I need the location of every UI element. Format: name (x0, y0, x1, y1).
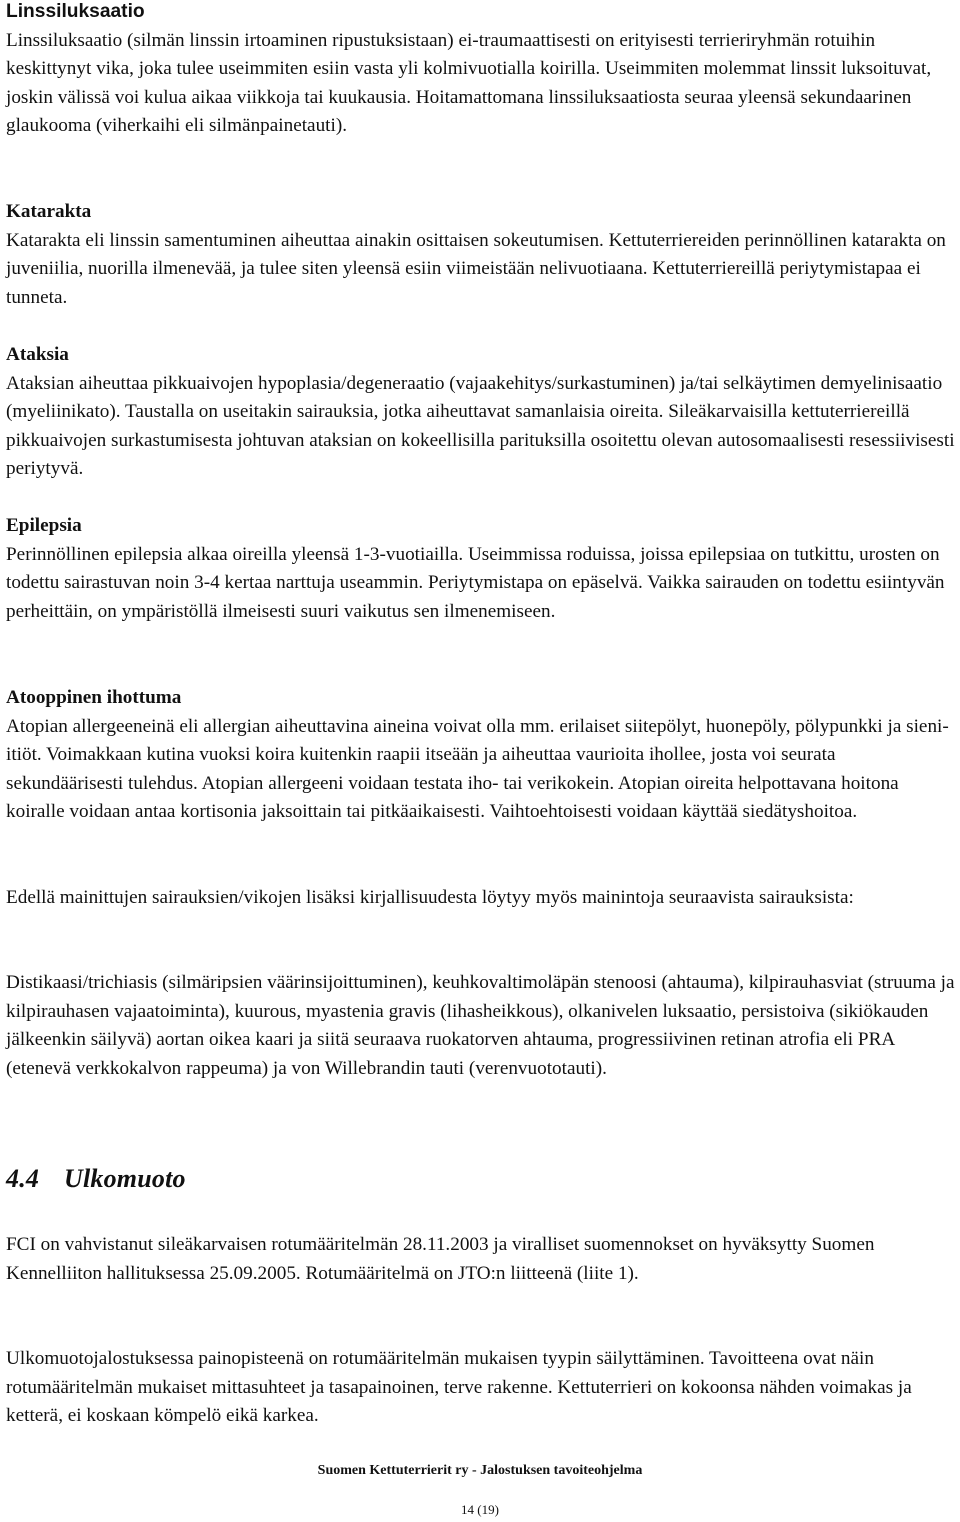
page-number: 14 (19) (461, 1502, 499, 1517)
section-paragraph: Ataksian aiheuttaa pikkuaivojen hypoplasia/degeneraatio (vajaakehitys/surkastuminen) ja/tai selkäytimen demyelinisaatio (myeliinikato). Taustalla on useitakin sairauksia, jotka aiheuttavat samanlaisia oireita. Sileäkarvaisilla kettuterriereillä pikkuaivojen surkastumisesta johtuvan ataksian on kokeellisilla parituksilla osoitettu olevan autosomaalisesti resessiivisesti periytyvä. (6, 372, 955, 480)
section-paragraph: Katarakta eli linssin samentuminen aiheuttaa ainakin osittaisen sokeutumisen. Kettuterriereiden perinnöllinen katarakta on juveniilia, nuorilla ilmenevää, ja tulee siten yleensä esiin viimeistään nelivuotiaana. Kettuterriereillä periytymistapaa ei tunneta. (6, 229, 946, 308)
footer-title: Suomen Kettuterrierit ry - Jalostuksen tavoiteohjelma (317, 1463, 643, 1478)
section-heading: Katarakta (6, 201, 92, 222)
section-paragraph: Atopian allergeeneinä eli allergian aiheuttavina aineina voivat olla mm. erilaiset siitepölyt, huonepöly, pölypunkki ja sieni-itiöt. Voimakkaan kutina vuoksi koira kuitenkin raapii itseään ja aiheuttaa vaurioita ihollee, josta voi seurata sekundäärisesti tulehdus. Atopian allergeeni voidaan testata iho- tai verikokein. Atopian oireita helpottavana hoitona koiralle voidaan antaa kortisonia jaksoittain tai pitkäaikaisesti. Vaihtoehtoisesti voidaan käyttää siedätyshoitoa. (6, 715, 949, 823)
chapter-title: Ulkomuoto (64, 1164, 186, 1193)
other-diseases-list: Distikaasi/trichiasis (silmäripsien väärinsijoittuminen), keuhkovaltimoläpän stenoosi (ahtauma), kilpirauhasviat (struuma ja kilpirauhasen vajaatoiminta), kuurous, myastenia gravis (lihasheikkous), olkanivelen luksaatio, persistoiva (sikiökauden jälkeenkin säilyvä) aortan oikea kaari ja siitä seuraava ruokatorven ahtauma, progressiivinen retinan atrofia eli PRA (etenevä verkkokalvon rappeuma) ja von Willebrandin tauti (verenvuototauti). (6, 972, 955, 1079)
chapter-paragraph: Ulkomuotojalostuksessa painopisteenä on rotumääritelmän mukaisen tyypin säilyttäminen. Tavoitteena ovat näin rotumääritelmän mukaiset mittasuhteet ja tasapainoinen, terve rakenne. Kettuterrieri on kokoonsa nähden voimakas ja ketterä, ei koskaan kömpelö eikä karkea. (6, 1348, 912, 1427)
other-diseases-intro: Edellä mainittujen sairauksien/vikojen lisäksi kirjallisuudesta löytyy myös mainintoja seuraavista sairauksista: (6, 887, 854, 908)
section-ataksia (6, 341, 956, 484)
chapter-heading (6, 1161, 956, 1197)
chapter-number: 4.4 (6, 1164, 40, 1193)
section-atooppinen-ihottuma (6, 684, 956, 827)
section-epilepsia (6, 512, 956, 626)
section-heading: Atooppinen ihottuma (6, 687, 182, 708)
section-heading: Ataksia (6, 344, 69, 365)
section-paragraph: Perinnöllinen epilepsia alkaa oireilla yleensä 1-3-vuotiailla. Useimmissa roduissa, joissa epilepsiaa on tutkittu, urosten on todettu sairastuvan noin 3-4 kertaa narttuja useammin. Periytymistapa on epäselvä. Vaikka sairauden on todettu esiintyvän perheittäin, on ympäristöllä ilmeisesti suuri vaikutus sen ilmenemiseen. (6, 543, 945, 622)
section-paragraph: Linssiluksaatio (silmän linssin irtoaminen ripustuksistaan) ei-traumaattisesti on erityisesti terrieriryhmän rotuihin keskittynyt vika, joka tulee useimmiten esiin vasta yli kolmivuotialla koirilla. Useimmiten molemmat linssit luksoituvat, joskin välissä voi kulua aikaa viikkoja tai kuukausia. Hoitamattomana linssiluksaatiosta seuraa yleensä sekundaarinen glaukooma (viherkaihi eli silmänpainetauti). (6, 29, 932, 137)
section-heading: Linssiluksaatio (6, 1, 145, 22)
chapter-paragraph: FCI on vahvistanut sileäkarvaisen rotumääritelmän 28.11.2003 ja viralliset suomennokset on hyväksytty Suomen Kennelliiton hallituksessa 25.09.2005. Rotumääritelmä on JTO:n liitteenä (liite 1). (6, 1234, 875, 1284)
section-linssiluksaatio (6, 0, 956, 141)
section-katarakta (6, 198, 956, 312)
section-heading: Epilepsia (6, 515, 82, 536)
